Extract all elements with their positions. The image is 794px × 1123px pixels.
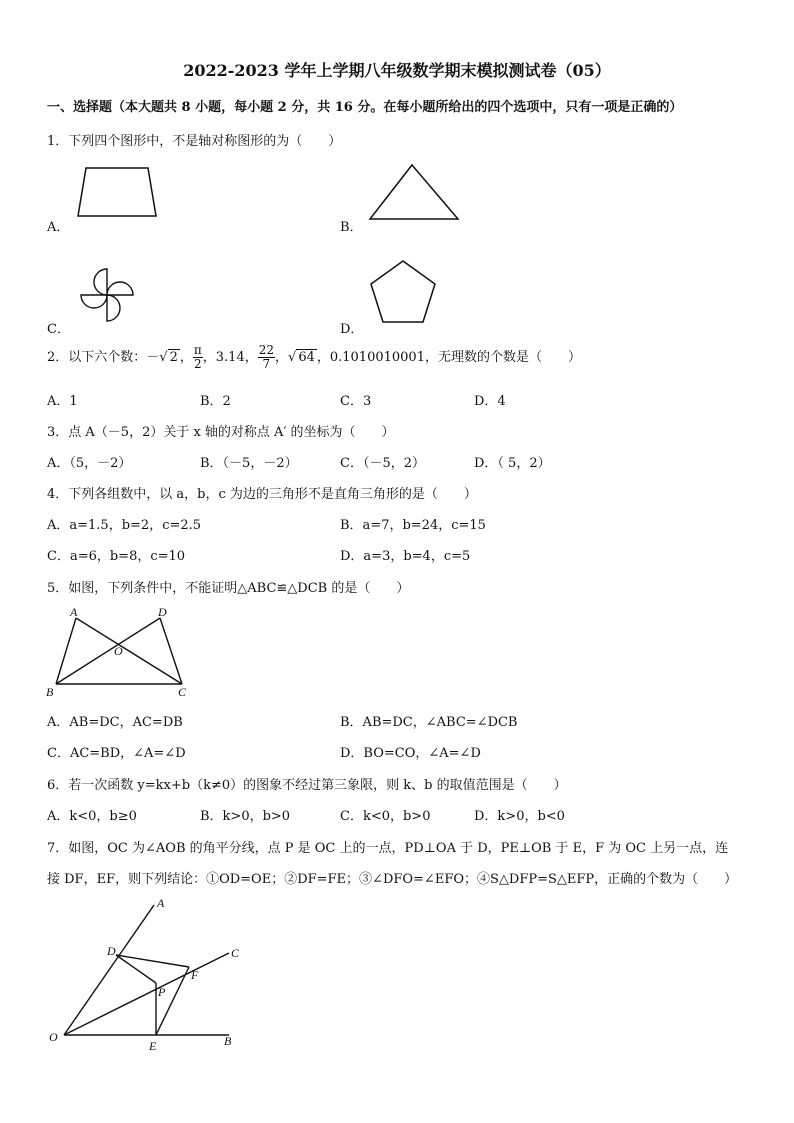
q2-option-b[interactable]: B．2 bbox=[200, 394, 231, 409]
q1-option-a[interactable]: A． bbox=[47, 220, 70, 235]
q2-option-a[interactable]: A．1 bbox=[47, 394, 78, 409]
q7-label-b: B bbox=[224, 1034, 232, 1048]
q7-label-p: P bbox=[158, 985, 166, 999]
q6-option-c[interactable]: C．k<0，b>0 bbox=[340, 809, 431, 824]
q2-fraction-den: 7 bbox=[262, 357, 271, 371]
q5-label-d: D bbox=[158, 605, 167, 619]
q7-label-c: C bbox=[231, 946, 240, 960]
q7-label-a: A bbox=[157, 896, 165, 910]
q2-stem-prefix: 2．以下六个数：－ bbox=[47, 350, 160, 365]
q6-option-a[interactable]: A．k<0，b≥0 bbox=[47, 809, 137, 824]
q1-stem: 1．下列四个图形中，不是轴对称图形的为（ ） bbox=[47, 134, 342, 149]
q5-option-a[interactable]: A．AB=DC，AC=DB bbox=[47, 715, 183, 730]
q2-sqrt2: 2 bbox=[169, 350, 178, 365]
q7-label-o: O bbox=[49, 1030, 58, 1044]
q2-fraction-pi bbox=[193, 344, 203, 371]
q6-option-b[interactable]: B．k>0，b>0 bbox=[200, 809, 291, 824]
q5-option-c[interactable]: C．AC=BD，∠A=∠D bbox=[47, 746, 186, 761]
q4-option-b[interactable]: B．a=7，b=24，c=15 bbox=[340, 518, 486, 533]
q4-option-c[interactable]: C．a=6，b=8，c=10 bbox=[47, 549, 186, 564]
q4-stem: 4．下列各组数中，以 a，b，c 为边的三角形不是直角三角形的是（ ） bbox=[47, 487, 477, 502]
q7-stem-line1: 7．如图，OC 为∠AOB 的角平分线，点 P 是 OC 上的一点，PD⊥OA 于 D，PE⊥OB 于 E，F 为 OC 上另一点，连 bbox=[47, 841, 729, 856]
q4-option-d[interactable]: D．a=3，b=4，c=5 bbox=[340, 549, 471, 564]
q5-label-o: O bbox=[114, 644, 123, 658]
q7-label-f: F bbox=[191, 968, 199, 982]
q2-sqrt64: 64 bbox=[298, 350, 315, 365]
q2-stem: 2．以下六个数：－√ 2 ， $\frac{\pi}{2}$ ，3.14， $\frac{22}{7}$ ，√ 64 ，0.1010010001，无理数的个数是（ ） bbox=[47, 343, 581, 371]
q6-option-d[interactable]: D．k>0，b<0 bbox=[474, 809, 565, 824]
q2-fraction-pi-num: π bbox=[193, 343, 202, 357]
q3-option-a[interactable]: A．（5，－2） bbox=[47, 456, 132, 471]
q7-label-e: E bbox=[149, 1039, 157, 1053]
sqrt-symbol: √ bbox=[159, 350, 168, 365]
q2-option-c[interactable]: C．3 bbox=[340, 394, 372, 409]
q3-option-d[interactable]: D．（ 5，2） bbox=[474, 456, 551, 471]
q5-label-b: B bbox=[46, 685, 54, 699]
q5-figure bbox=[44, 604, 194, 700]
q4-option-a[interactable]: A．a=1.5，b=2，c=2.5 bbox=[47, 518, 202, 533]
q3-option-b[interactable]: B．（－5，－2） bbox=[200, 456, 298, 471]
q6-stem: 6．若一次函数 y=kx+b（k≠0）的图象不经过第三象限，则 k、b 的取值范围是（ ） bbox=[47, 778, 567, 793]
q7-stem-line2: 接 DF，EF，则下列结论：①OD=OE；②DF=FE；③∠DFO=∠EFO；④S△DFP=S△EFP，正确的个数为（ ） bbox=[47, 872, 738, 887]
sqrt-symbol: √ bbox=[288, 350, 297, 365]
q1-option-b[interactable]: B． bbox=[340, 220, 363, 235]
q3-option-c[interactable]: C．（－5，2） bbox=[340, 456, 425, 471]
q5-stem: 5．如图，下列条件中，不能证明△ABC≌△DCB 的是（ ） bbox=[47, 581, 410, 596]
q1-figure-pinwheel bbox=[78, 266, 136, 324]
q2-fraction-22-7 bbox=[258, 344, 275, 371]
q1-option-c[interactable]: C． bbox=[47, 322, 70, 337]
q7-label-d: D bbox=[107, 944, 116, 958]
q1-option-d[interactable]: D． bbox=[340, 322, 364, 337]
q2-option-d[interactable]: D．4 bbox=[474, 394, 506, 409]
q2-fraction-num: 22 bbox=[258, 343, 274, 357]
q5-label-a: A bbox=[70, 605, 78, 619]
q3-stem: 3．点 A（－5，2）关于 x 轴的对称点 A′ 的坐标为（ ） bbox=[47, 425, 395, 440]
q1-figure-triangle bbox=[368, 163, 460, 223]
page-title: 2022-2023 学年上学期八年级数学期末模拟测试卷（05） bbox=[183, 61, 611, 80]
q5-option-b[interactable]: B．AB=DC，∠ABC=∠DCB bbox=[340, 715, 518, 730]
q1-figure-trapezoid bbox=[76, 166, 160, 220]
q2-fraction-pi-den: 2 bbox=[194, 357, 202, 371]
section-header: 一、选择题（本大题共 8 小题，每小题 2 分，共 16 分。在每小题所给出的四个选项中，只有一项是正确的） bbox=[47, 100, 683, 115]
q2-stem-suffix: ，0.1010010001，无理数的个数是（ ） bbox=[316, 350, 581, 365]
q7-figure bbox=[44, 895, 244, 1055]
q2-mid: ，3.14， bbox=[202, 350, 258, 365]
q1-figure-pentagon bbox=[368, 258, 438, 326]
q5-option-d[interactable]: D．BO=CO，∠A=∠D bbox=[340, 746, 481, 761]
q5-label-c: C bbox=[178, 685, 187, 699]
